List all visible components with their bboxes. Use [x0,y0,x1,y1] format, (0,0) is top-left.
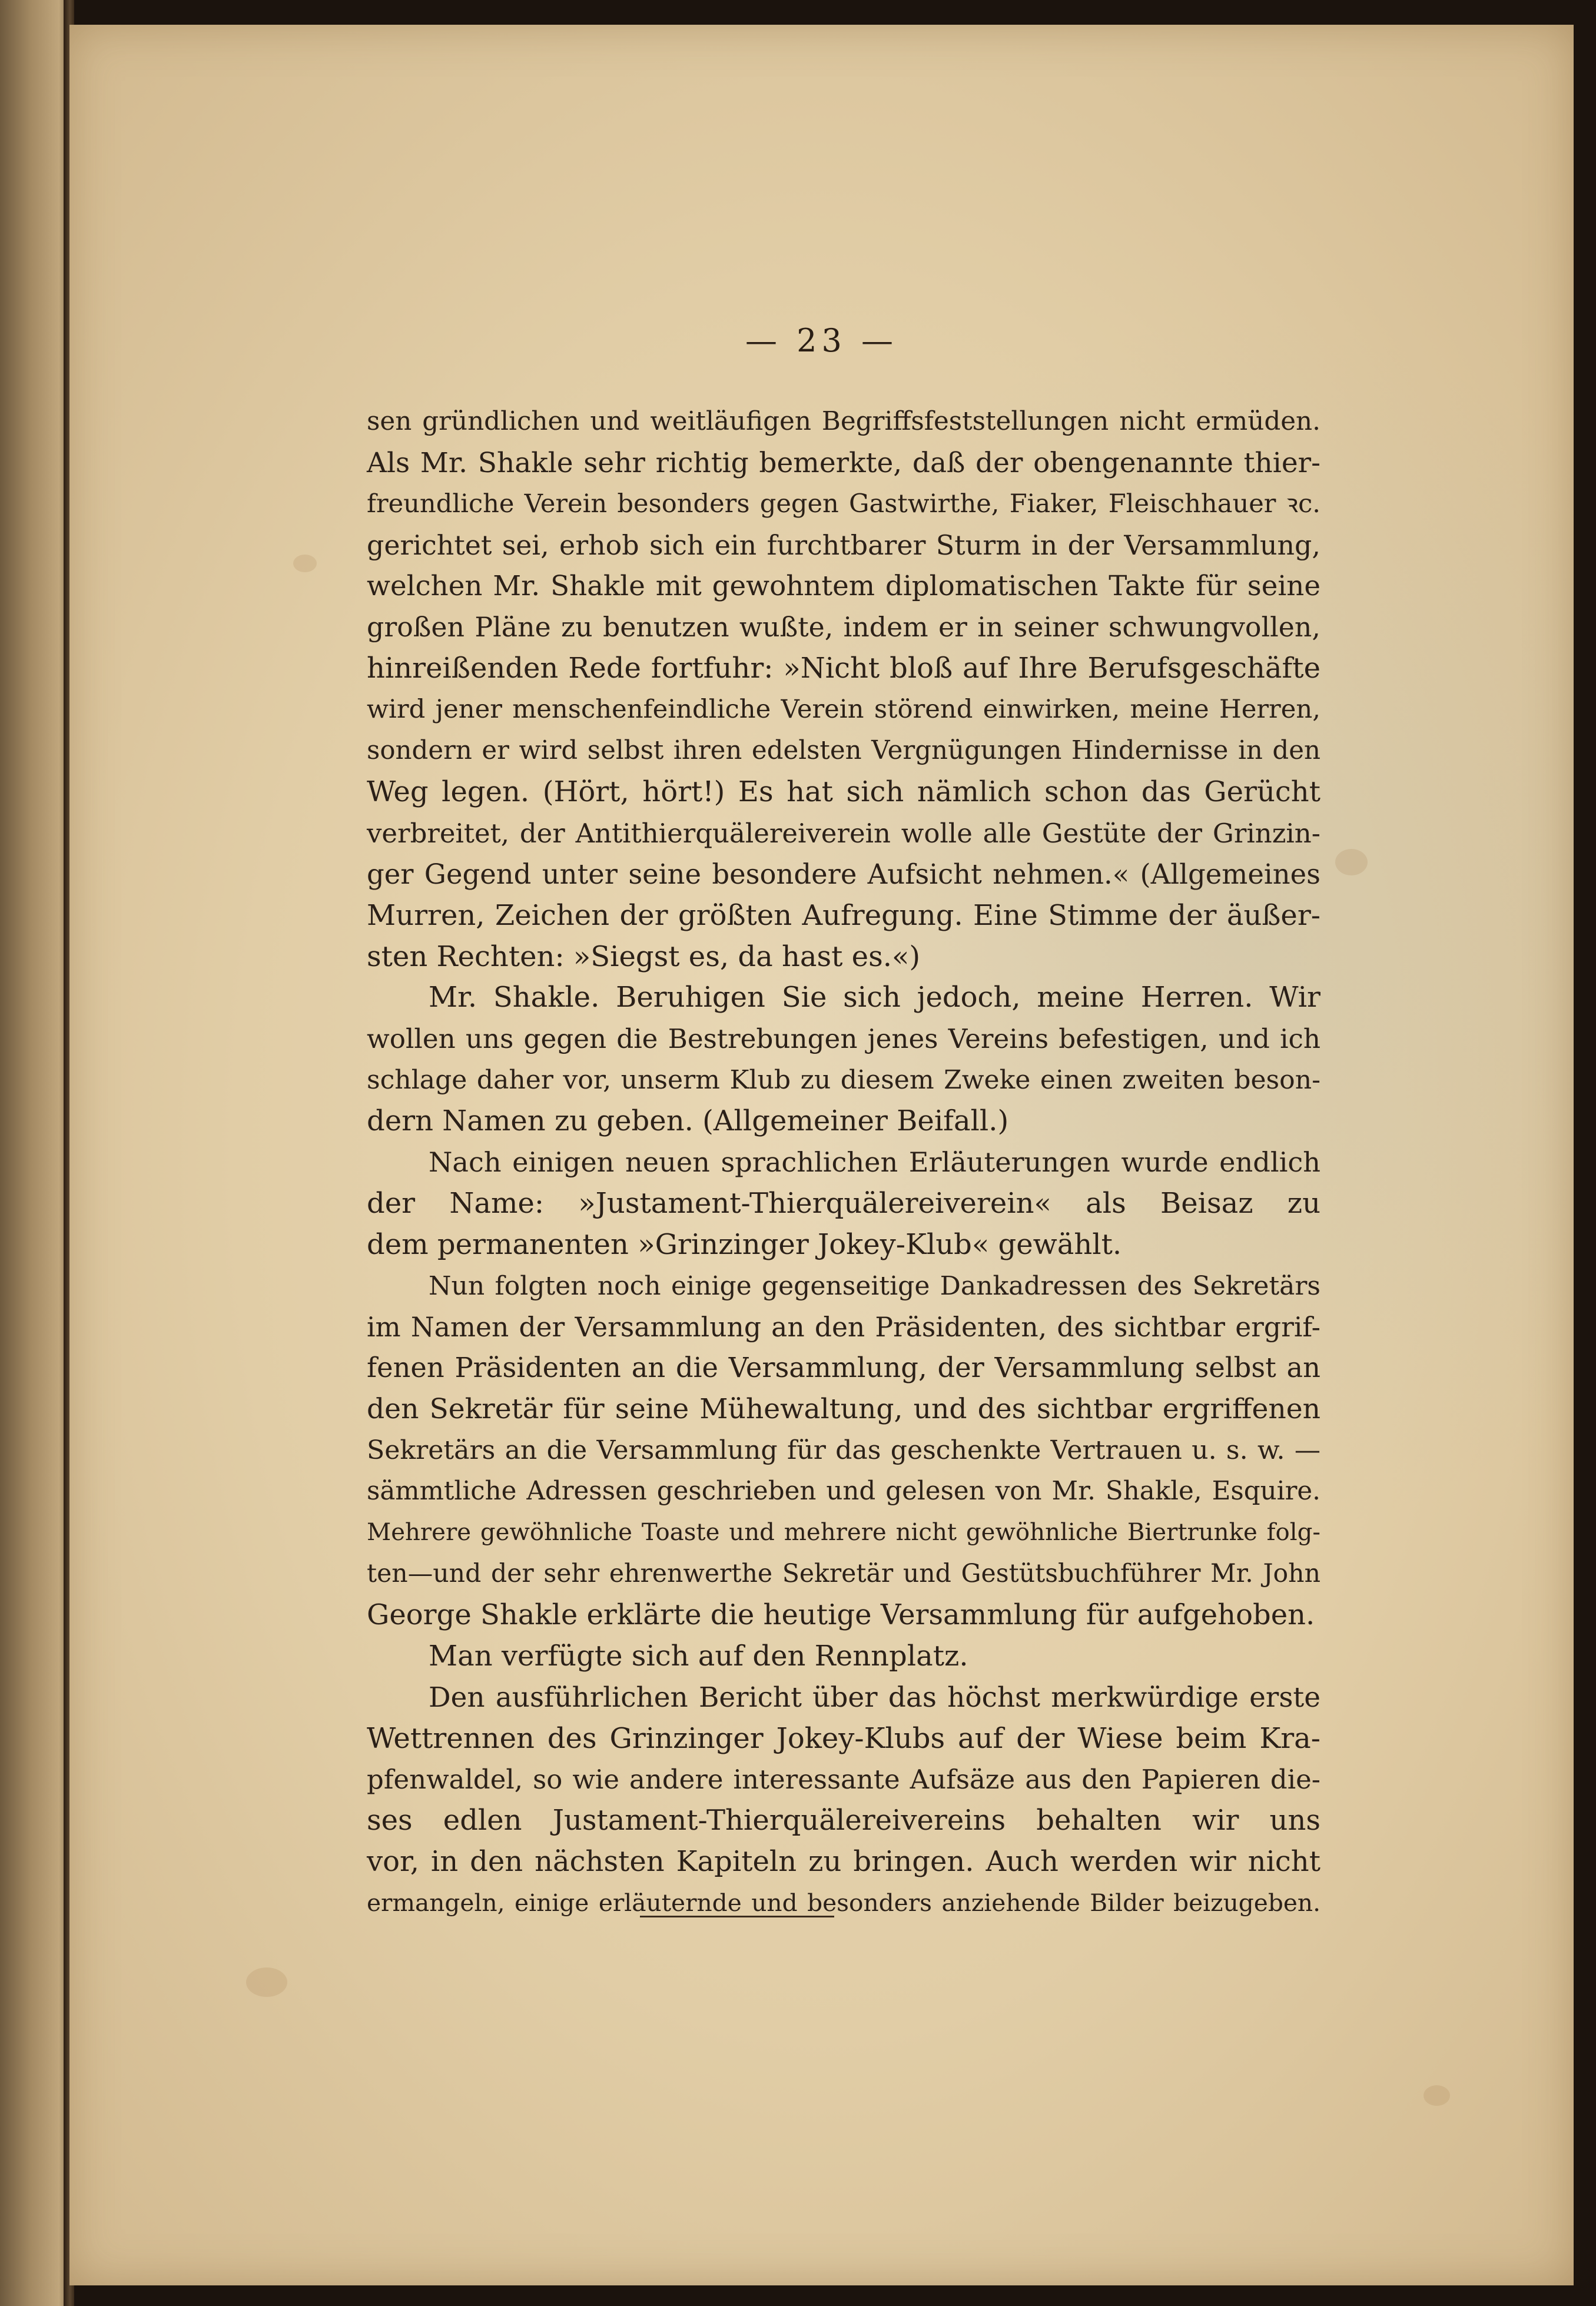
text-line: im Namen der Versammlung an den Präsidenten, des sichtbar ergrif- [367,1311,1320,1343]
text-line: ten—und der sehr ehrenwerthe Sekretär und Gestütsbuchführer Mr. John [367,1558,1320,1588]
text-line: Wettrennen des Grinzinger Jokey-Klubs auf der Wiese beim Kra- [367,1721,1320,1755]
page-number: — 23 — [745,322,898,359]
text-line: Mr. Shakle. Beruhigen Sie sich jedoch, meine Herren. Wir [429,981,1320,1014]
paper-stain [1424,2085,1450,2106]
text-line: fenen Präsidenten an die Versammlung, der Versammlung selbst an [367,1352,1320,1384]
text-line: sämmtliche Adressen geschrieben und gelesen von Mr. Shakle, Esquire. [367,1476,1320,1507]
paper-stain [1335,849,1368,875]
text-line: ger Gegend unter seine besondere Aufsicht nehmen.« (Allgemeines [367,858,1320,890]
text-line: Den ausführlichen Bericht über das höchst merkwürdige erste [429,1681,1320,1714]
text-line: dem permanenten »Grinzinger Jokey-Klub« gewählt. [367,1227,1122,1261]
text-line: sten Rechten: »Siegst es, da hast es.«) [367,940,921,973]
text-line: Man verfügte sich auf den Rennplatz. [429,1639,968,1673]
text-line: dern Namen zu geben. (Allgemeiner Beifall.) [367,1104,1009,1138]
text-line: pfenwaldel, so wie andere interessante Aufsäze aus den Papieren die- [367,1764,1320,1796]
text-line: Weg legen. (Hört, hört!) Es hat sich nämlich schon das Gerücht [367,775,1320,809]
paper-stain [246,1967,287,1997]
text-line: freundliche Verein besonders gegen Gastwirthe, Fiaker, Fleischhauer ꝛc. [367,489,1320,519]
text-line: Nun folgten noch einige gegenseitige Dankadressen des Sekretärs [429,1270,1320,1301]
text-line: der Name: »Justament-Thierquälereiverein« als Beisaz zu [367,1186,1320,1220]
book-page [69,25,1574,2285]
text-line: großen Pläne zu benutzen wußte, indem er in seiner schwungvollen, [367,611,1320,643]
facing-page-edge [0,0,69,2306]
text-line: Mehrere gewöhnliche Toaste und mehrere nicht gewöhnliche Biertrunke folg- [367,1519,1320,1547]
text-line: Nach einigen neuen sprachlichen Erläuterungen wurde endlich [429,1146,1320,1179]
text-line: gerichtet sei, erhob sich ein furchtbarer Sturm in der Versammlung, [367,529,1320,561]
text-line: schlage daher vor, unserm Klub zu diesem Zweke einen zweiten beson- [367,1065,1320,1096]
text-line: den Sekretär für seine Mühewaltung, und des sichtbar ergriffenen [367,1393,1320,1426]
closing-rule [640,1916,834,1917]
text-line: Murren, Zeichen der größten Aufregung. Eine Stimme der äußer- [367,898,1320,932]
text-line: hinreißenden Rede fortfuhr: »Nicht bloß auf Ihre Berufsgeschäfte [367,652,1320,685]
text-line: welchen Mr. Shakle mit gewohntem diplomatischen Takte für seine [367,570,1320,602]
text-line: ses edlen Justament-Thierquälereivereins behalten wir uns [367,1804,1320,1837]
text-line: vor, in den nächsten Kapiteln zu bringen. Auch werden wir nicht [367,1845,1320,1879]
text-line: sondern er wird selbst ihren edelsten Vergnügungen Hindernisse in den [367,736,1320,766]
text-line: Als Mr. Shakle sehr richtig bemerkte, daß der obengenannte thier- [367,446,1320,479]
paper-stain [293,555,317,572]
text-line: sen gründlichen und weitläufigen Begriffsfeststellungen nicht ermüden. [367,407,1320,436]
body-text [367,402,1320,1924]
text-line: Sekretärs an die Versammlung für das geschenkte Vertrauen u. s. w. — [367,1435,1320,1466]
text-line: George Shakle erklärte die heutige Versammlung für aufgehoben. [367,1598,1315,1631]
text-line: verbreitet, der Antithierquälereiverein wolle alle Gestüte der Grinzin- [367,817,1320,849]
text-line: wollen uns gegen die Bestrebungen jenes Vereins befestigen, und ich [367,1023,1320,1055]
text-line: wird jener menschenfeindliche Verein störend einwirken, meine Herren, [367,695,1320,725]
text-line: ermangeln, einige erläuternde und besonders anziehende Bilder beizugeben. [367,1889,1320,1917]
